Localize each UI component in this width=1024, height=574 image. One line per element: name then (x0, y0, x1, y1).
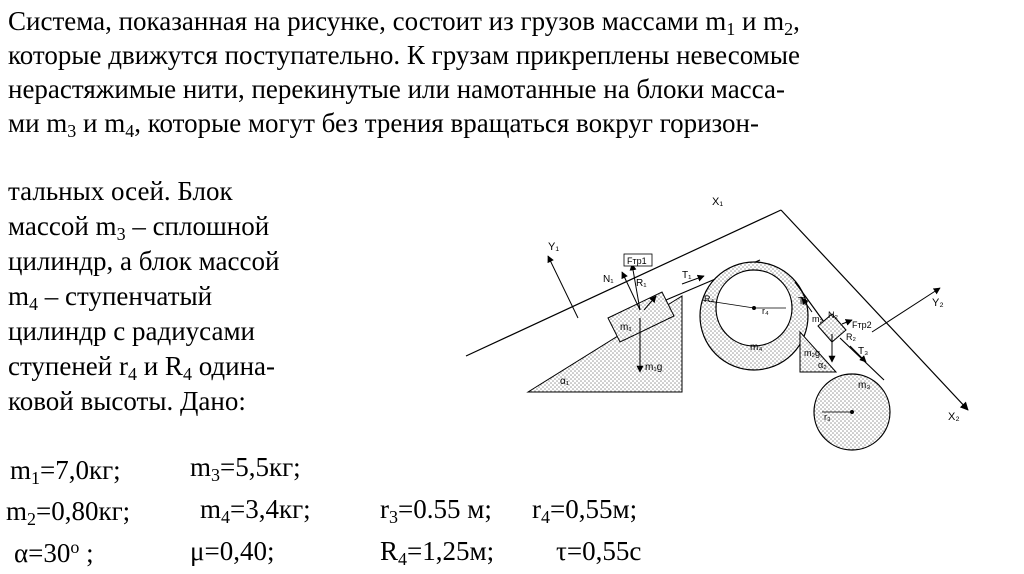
given-mu: μ=0,40; (190, 536, 275, 566)
problem-statement (8, 4, 1018, 140)
label-y2: Y₂ (932, 297, 944, 309)
given-alpha: $\alpha=30^o$ ; (14, 537, 94, 568)
label-x1: X₁ (712, 196, 724, 208)
label-m3: m₃ (858, 380, 871, 391)
label-m2: m₂ (812, 314, 823, 324)
label-x2: X₂ (948, 411, 960, 423)
text-line-10: ступеней $r_4$ и $R_4$ одина- (8, 351, 276, 384)
given-m1: $m_1=7,0кг$; (10, 455, 121, 488)
axis-y1-line (548, 256, 578, 318)
text-line-5: тальных осей. Блок (8, 176, 233, 206)
label-m1: m₁ (620, 322, 632, 333)
label-m1g: m₁g (645, 362, 663, 373)
label-y1: Y₁ (548, 241, 560, 253)
text-line-3: нерастяжимые нити, перекинутые или намотанные на блоки масса- (8, 74, 785, 104)
given-tau: τ=0,55с (556, 536, 642, 566)
label-R4: R₄ (704, 294, 715, 304)
label-ftr2: Fтр2 (852, 320, 872, 330)
problem-statement-continued (8, 174, 279, 419)
text-line-4: ми $m_3$ и $m_4$, которые могут без трения вращаться вокруг горизон- (8, 108, 759, 141)
given-r3: $r_3=0.55$ м; (380, 494, 492, 527)
given-m3: $m_3=5,5кг$; (190, 452, 301, 485)
given-r4: $r_4=0,55м$; (532, 494, 638, 527)
label-m4: m₄ (750, 342, 763, 353)
text-line-11: ковой высоты. Дано: (8, 386, 246, 416)
text-line-1: Система, показанная на рисунке, состоит из грузов массами $m_1$ и $m_2$, (8, 6, 800, 39)
given-m2: $m_2=0,80кг$; (6, 496, 131, 529)
label-ftr1: Fтр1 (627, 256, 647, 266)
label-r1: R₁ (636, 278, 647, 289)
label-t1: T₁ (682, 270, 692, 281)
axis-x2-line (781, 210, 968, 410)
mechanism-diagram (455, 188, 985, 458)
text-line-8: $m_4$ – ступенчатый (8, 281, 213, 314)
label-r3: r₃ (824, 412, 831, 422)
label-r4: r₄ (762, 306, 769, 316)
label-t2: T₂ (798, 296, 808, 307)
axis-y2-line (872, 288, 940, 332)
label-alpha1: α₁ (560, 376, 570, 387)
text-line-6: массой $m_3$ – сплошной (8, 211, 270, 244)
text-line-7: цилиндр, а блок массой (8, 246, 280, 276)
text-line-9: цилиндр с радиусами (8, 316, 255, 346)
given-m4: $m_4=3,4кг$; (200, 494, 311, 527)
label-m2g: m₂g (804, 348, 820, 358)
force-ftr2 (842, 320, 852, 324)
given-R4: $R_4=1,25м$; (380, 536, 495, 569)
label-n1: N₁ (603, 274, 614, 285)
text-line-2: которые движутся поступательно. К грузам прикреплены невесомые (8, 40, 800, 70)
label-n2: N₂ (828, 310, 838, 320)
label-r2: R₂ (846, 332, 856, 342)
rope-3 (840, 338, 884, 380)
label-alpha2: α₂ (818, 360, 827, 370)
label-t3: T₃ (858, 346, 869, 357)
